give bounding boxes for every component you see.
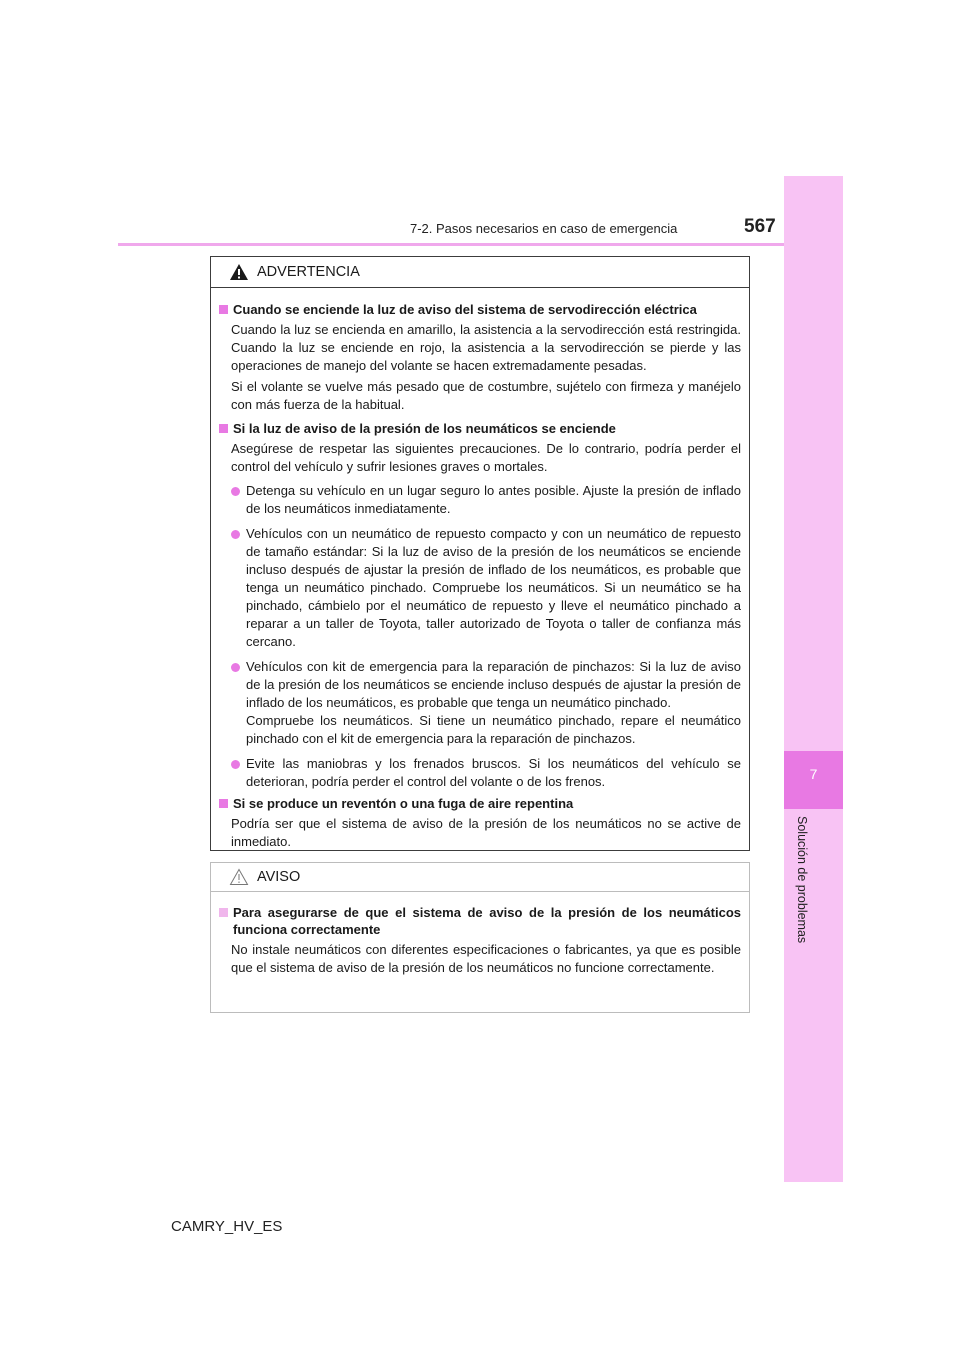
warning-section-3-text: Podría ser que el sistema de aviso de la presión de los neumáticos no se active de inmediato. — [231, 816, 741, 849]
section-heading: 7-2. Pasos necesarios en caso de emergencia — [410, 221, 678, 236]
warning-box — [210, 256, 750, 851]
caution-section-1-title: Para asegurarse de que el sistema de aviso de la presión de los neumáticos funciona correctamente — [219, 904, 741, 938]
warning-section-2-title: Si la luz de aviso de la presión de los neumáticos se enciende — [219, 420, 741, 437]
header-rule — [118, 243, 784, 246]
warning-section-3-title: Si se produce un reventón o una fuga de aire repentina — [219, 795, 741, 812]
warning-triangle-icon — [229, 263, 249, 281]
chapter-side-tab — [784, 176, 843, 1182]
warning-title: ADVERTENCIA — [257, 264, 360, 280]
page-number: 567 — [744, 216, 776, 237]
warning-section-1-text: Cuando la luz se encienda en amarillo, la asistencia a la servodirección está restringida. Cuando la luz se enciende en rojo, la asistencia a la servodirección se pierde y las operaciones de manejo del volante se hacen extremadamente pesadas. — [231, 322, 741, 373]
circle-bullet-icon — [231, 663, 240, 672]
square-bullet-icon — [219, 908, 228, 917]
caution-triangle-icon — [229, 868, 249, 886]
caution-title: AVISO — [257, 869, 301, 885]
document-code: CAMRY_HV_ES — [171, 1218, 283, 1235]
circle-bullet-icon — [231, 487, 240, 496]
chapter-title: Solución de problemas — [795, 816, 809, 944]
list-item: Vehículos con un neumático de repuesto compacto y con un neumático de repuesto de tamaño estándar: Si la luz de aviso de la presión de los neumáticos se enciende incluso después de ajustar la presión de inflado de los neumáticos, es probable que tenga un neumático pinchado. Compruebe los neumáticos. Si un neumático se ha pinchado, cámbielo por el neumático de repuesto y lleve el neumático pinchado a reparar a un taller de Toyota, taller autorizado de Toyota o taller de confianza más cercano. — [231, 525, 741, 651]
circle-bullet-icon — [231, 530, 240, 539]
list-item: Detenga su vehículo en un lugar seguro lo antes posible. Ajuste la presión de inflado de los neumáticos inmediatamente. — [231, 482, 741, 518]
warning-section-1-title: Cuando se enciende la luz de aviso del sistema de servodirección eléctrica — [219, 301, 741, 318]
square-bullet-icon — [219, 799, 228, 808]
warning-section-2-text: Asegúrese de respetar las siguientes precauciones. De lo contrario, podría perder el control del vehículo y sufrir lesiones graves o mortales. — [231, 441, 741, 474]
chapter-number: 7 — [809, 766, 818, 782]
list-item: Evite las maniobras y los frenados bruscos. Si los neumáticos del vehículo se deterioran, podría perder el control del volante o de los frenos. — [231, 755, 741, 791]
circle-bullet-icon — [231, 760, 240, 769]
warning-header — [211, 257, 749, 288]
caution-section-1-text: No instale neumáticos con diferentes especificaciones o fabricantes, ya que es posible que el sistema de aviso de la presión de los neumáticos no funcione correctamente. — [231, 942, 741, 975]
list-item: Vehículos con kit de emergencia para la reparación de pinchazos: Si la luz de aviso de la presión de los neumáticos se enciende incluso después de ajustar la presión de inflado de los neumáticos, es probable que tenga un neumático pinchado. Compruebe los neumáticos. Si tiene un neumático pinchado, repare el neumático pinchado con el kit de emergencia para la reparación de pinchazos. — [231, 658, 741, 748]
square-bullet-icon — [219, 305, 228, 314]
warning-section-1-text-2: Si el volante se vuelve más pesado que de costumbre, sujételo con firmeza y manéjelo con más fuerza de la habitual. — [231, 379, 741, 412]
caution-box — [210, 862, 750, 1013]
caution-header — [211, 863, 749, 892]
square-bullet-icon — [219, 424, 228, 433]
